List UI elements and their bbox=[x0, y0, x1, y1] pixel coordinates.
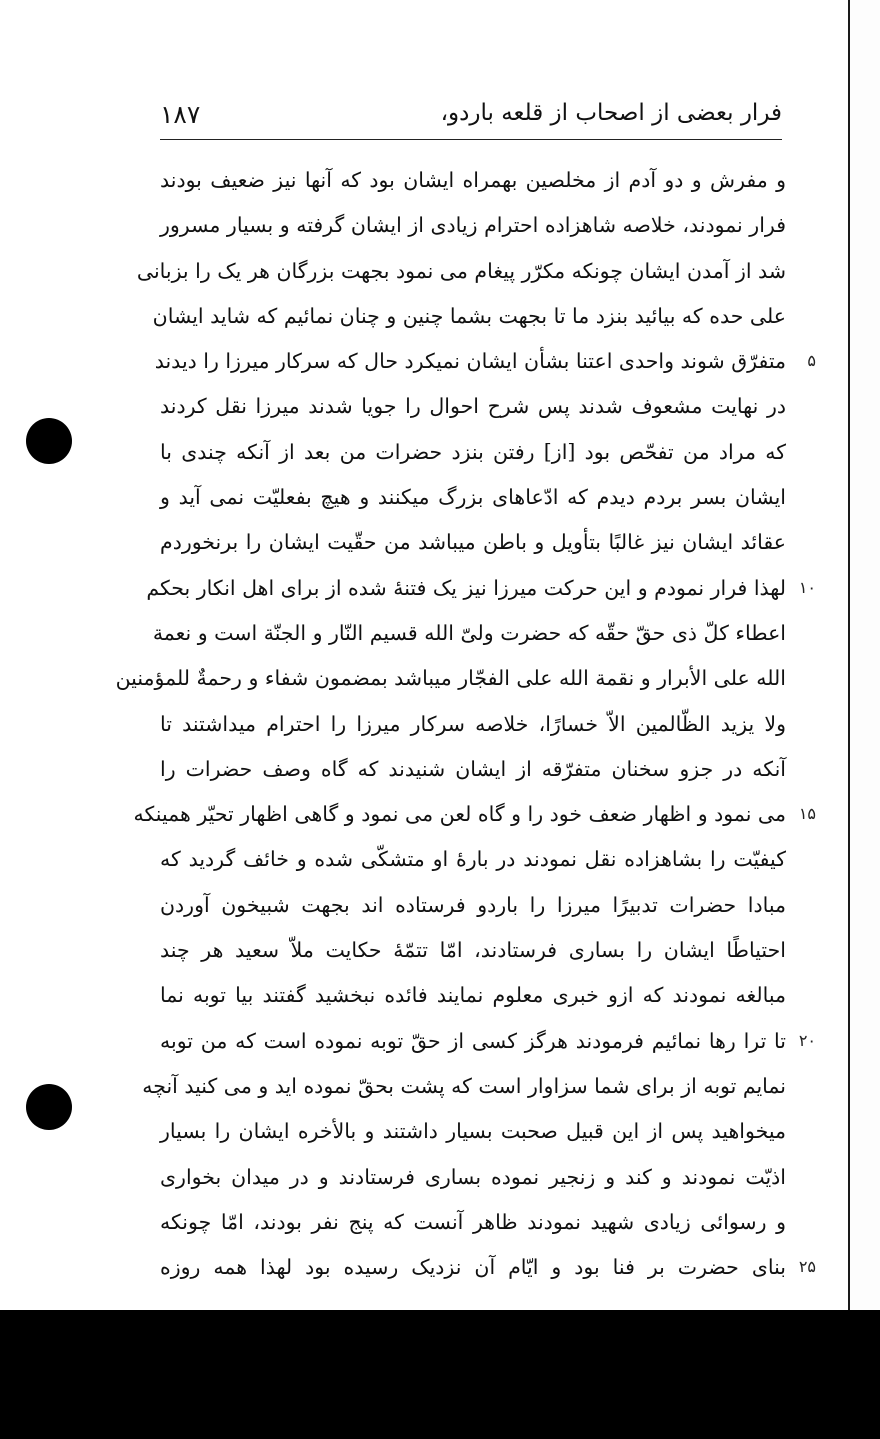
text-line bbox=[154, 341, 816, 386]
text-line bbox=[160, 477, 786, 522]
line-text: و رسوائی زیادی شهید نمودند ظاهر آنست که پنج نفر بودند، امّا چونکه bbox=[160, 1209, 786, 1234]
text-line bbox=[160, 1157, 786, 1202]
text-line bbox=[136, 251, 786, 296]
text-line bbox=[160, 386, 786, 431]
line-text: بنای حضرت بر فنا بود و ایّام آن نزدیک رسیده بود لهذا همه روزه bbox=[160, 1255, 786, 1280]
line-text: مبالغه نمودند که ازو خبری معلوم نمایند فائده نبخشید گفتند بیا توبه نما bbox=[160, 983, 786, 1008]
line-text: مبادا حضرات تدبیرًا میرزا را باردو فرستاده اند بجهت شبیخون آوردن bbox=[160, 892, 786, 917]
binder-hole-bottom bbox=[26, 1084, 72, 1130]
line-text: که مراد من تفحّص بود [از] رفتن بنزد حضرات من بعد از آنکه چندی با bbox=[160, 439, 786, 464]
line-text: علی حده که بیائید بنزد ما تا بجهت بشما چنین و چنان نمائیم که شاید ایشان bbox=[152, 303, 786, 328]
body-text bbox=[115, 160, 816, 1292]
line-text: اعطاء کلّ ذی حقّ حقّه که حضرت ولیّ الله قسیم النّار و الجنّة است و نعمة bbox=[152, 620, 786, 645]
line-text: در نهایت مشعوف شدند پس شرح احوال را جویا شدند میرزا نقل کردند bbox=[160, 394, 786, 419]
line-text: شد از آمدن ایشان چونکه مکرّر پیغام می نمود بجهت بزرگان هر یک را بزبانی bbox=[136, 258, 786, 283]
line-text: آنکه در جزو سخنان متفرّقه از ایشان شنیدند که گاه وصف حضرات را bbox=[160, 756, 786, 781]
text-line bbox=[160, 522, 786, 567]
text-line bbox=[160, 1021, 816, 1066]
line-text: فرار نمودند، خلاصه شاهزاده احترام زیادی از ایشان گرفته و بسیار مسرور bbox=[160, 213, 786, 238]
text-line bbox=[152, 613, 786, 658]
text-line bbox=[160, 205, 786, 250]
line-text: عقائد ایشان نیز غالبًا بتأویل و باطن میباشد من حقّیت ایشان را برنخوردم bbox=[160, 530, 786, 555]
text-line bbox=[160, 885, 786, 930]
line-text: متفرّق شوند واحدی اعتنا بشأن ایشان نمیکرد حال که سرکار میرزا را دیدند bbox=[154, 349, 786, 374]
text-line bbox=[142, 1066, 786, 1111]
text-line bbox=[133, 794, 816, 839]
text-line bbox=[160, 160, 786, 205]
line-text: ولا یزید الظّالمین الاّ خسارًا، خلاصه سرکار میرزا را احترام میداشتند تا bbox=[160, 711, 786, 736]
line-text: الله علی الأبرار و نقمة الله علی الفجّار میباشد بمضمون شفاء و رحمةٌ للمؤمنین bbox=[115, 666, 786, 691]
line-number: ۲۰ bbox=[798, 1030, 816, 1050]
line-text: نمایم توبه از برای شما سزاوار است که پشت بحقّ نموده اید و می کنید آنچه bbox=[142, 1073, 786, 1098]
line-text: لهذا فرار نمودم و این حرکت میرزا نیز یک فتنهٔ شده از برای اهل انکار بحکم bbox=[146, 575, 786, 600]
running-head: فرار بعضی از اصحاب از قلعه باردو، bbox=[440, 100, 782, 126]
text-line bbox=[160, 839, 786, 884]
text-line bbox=[160, 1202, 786, 1247]
header-rule bbox=[160, 139, 782, 140]
line-text: و مفرش و دو آدم از مخلصین بهمراه ایشان بود که آنها نیز ضعیف بودند bbox=[160, 168, 786, 192]
line-text: ایشان بسر بردم دیدم که ادّعاهای بزرگ میکنند و هیچ بفعلیّت نمی آید و bbox=[160, 485, 786, 510]
text-line bbox=[160, 432, 786, 477]
text-line bbox=[115, 658, 786, 703]
line-text: کیفیّت را بشاهزاده نقل نمودند در بارهٔ او متشکّی شده و خائف گردید که bbox=[160, 847, 786, 872]
text-line bbox=[146, 568, 816, 613]
text-line bbox=[160, 975, 786, 1020]
text-line bbox=[152, 296, 786, 341]
line-text: تا ترا رها نمائیم فرمودند هرگز کسی از حقّ توبه نموده است که من توبه bbox=[160, 1028, 786, 1053]
line-text: اذیّت نمودند و کند و زنجیر نموده بساری فرستادند و در میدان بخواری bbox=[160, 1164, 786, 1189]
line-number: ۱۵ bbox=[798, 804, 816, 824]
text-line bbox=[160, 749, 786, 794]
text-line bbox=[160, 1111, 786, 1156]
line-number: ۱۰ bbox=[798, 577, 816, 597]
text-line bbox=[160, 1247, 816, 1292]
line-text: میخواهید پس از این قبیل صحبت بسیار داشتند و بالأخره ایشان را بسیار bbox=[160, 1119, 786, 1144]
text-line bbox=[160, 930, 786, 975]
page-edge-strip bbox=[848, 0, 880, 1310]
line-text: می نمود و اظهار ضعف خود را و گاه لعن می نمود و گاهی اظهار تحیّر همینکه bbox=[133, 802, 786, 827]
binder-hole-top bbox=[26, 418, 72, 464]
line-number: ۵ bbox=[807, 351, 816, 371]
text-line bbox=[160, 704, 786, 749]
line-number: ۲۵ bbox=[798, 1257, 816, 1277]
page-number: ۱۸۷ bbox=[160, 100, 201, 129]
line-text: احتیاطًا ایشان را بساری فرستادند، امّا تتمّهٔ حکایت ملاّ سعید هر چند bbox=[160, 938, 786, 963]
page-header bbox=[160, 98, 786, 142]
